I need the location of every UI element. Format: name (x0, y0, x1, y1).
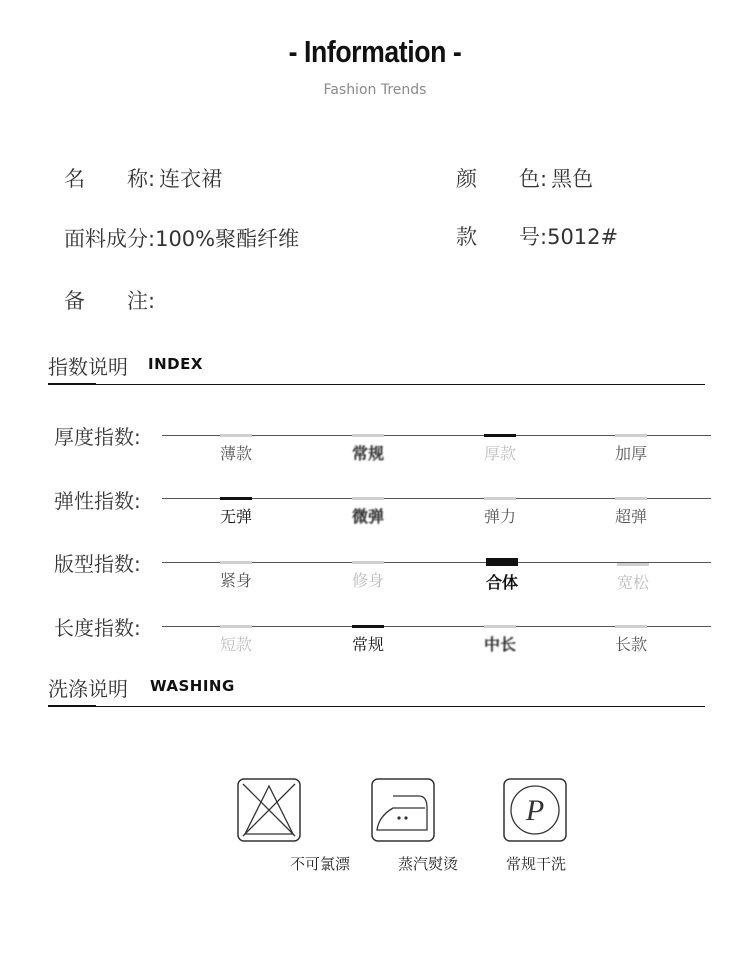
svg-text:P: P (525, 794, 545, 827)
info-name-value: 连衣裙 (159, 167, 223, 191)
option-marker (484, 497, 516, 500)
option-marker (617, 563, 649, 566)
fit-option-loose: 宽松 (598, 563, 668, 593)
info-name-label: 名 称: (64, 167, 156, 191)
option-marker-selected (484, 434, 516, 437)
option-marker-selected (352, 625, 384, 628)
steam-iron-icon (371, 778, 435, 842)
thickness-option-extra-thick: 加厚 (596, 434, 666, 464)
length-option-long: 长款 (596, 625, 666, 655)
no-bleach-label: 不可氯漂 (289, 855, 350, 873)
length-option-regular: 常规 (333, 625, 403, 655)
page-title: - Information - (288, 34, 462, 69)
info-note (64, 285, 159, 315)
info-note-label: 备 注: (64, 289, 156, 313)
length-label: 长度指数: (54, 616, 141, 640)
option-marker (484, 625, 516, 628)
option-marker (615, 497, 647, 500)
elasticity-label: 弹性指数: (54, 489, 141, 513)
info-style-value: 5012# (547, 225, 619, 249)
option-marker (352, 434, 384, 437)
option-marker (220, 561, 252, 564)
option-marker (615, 625, 647, 628)
fit-option-slim: 修身 (333, 561, 403, 591)
info-style-label: 款 号: (456, 225, 548, 249)
elasticity-option-slight: 微弹 (333, 497, 403, 527)
elasticity-option-super: 超弹 (596, 497, 666, 527)
index-title-cn: 指数说明 (48, 355, 128, 379)
index-divider-accent (48, 383, 96, 385)
thickness-option-regular: 常规 (333, 434, 403, 464)
washing-title-cn: 洗涤说明 (48, 677, 128, 701)
dry-clean-label: 常规干洗 (505, 855, 566, 873)
option-marker (220, 434, 252, 437)
info-name (64, 163, 222, 193)
option-marker (615, 434, 647, 437)
info-color-value: 黑色 (551, 167, 594, 191)
fit-option-tight: 紧身 (201, 561, 271, 591)
washing-divider-accent (48, 705, 96, 707)
option-marker-selected (220, 497, 252, 500)
info-fabric-value: 100%聚酯纤维 (155, 227, 300, 251)
option-marker-selected (486, 558, 518, 566)
page-subtitle: Fashion Trends (323, 82, 427, 98)
fit-option-regular: 合体 (467, 558, 537, 593)
info-fabric-label: 面料成分: (64, 227, 156, 251)
info-style (456, 221, 618, 251)
elasticity-option-none: 无弹 (201, 497, 271, 527)
option-marker (352, 497, 384, 500)
washing-title-en: WASHING (150, 677, 235, 695)
option-marker (352, 561, 384, 564)
steam-iron-label: 蒸汽熨烫 (397, 855, 458, 873)
thickness-option-thin: 薄款 (201, 434, 271, 464)
thickness-label: 厚度指数: (54, 425, 141, 449)
length-option-mid: 中长 (465, 625, 535, 655)
info-color-label: 颜 色: (456, 167, 548, 191)
elasticity-option-elastic: 弹力 (465, 497, 535, 527)
info-color (456, 163, 593, 193)
no-bleach-icon (237, 778, 301, 842)
index-divider (48, 384, 705, 385)
washing-divider (48, 706, 705, 707)
fit-label: 版型指数: (54, 552, 141, 576)
dry-clean-icon (503, 778, 567, 842)
info-fabric (64, 223, 299, 253)
index-title-en: INDEX (148, 355, 203, 373)
option-marker (220, 625, 252, 628)
length-option-short: 短款 (201, 625, 271, 655)
thickness-option-thick: 厚款 (465, 434, 535, 464)
